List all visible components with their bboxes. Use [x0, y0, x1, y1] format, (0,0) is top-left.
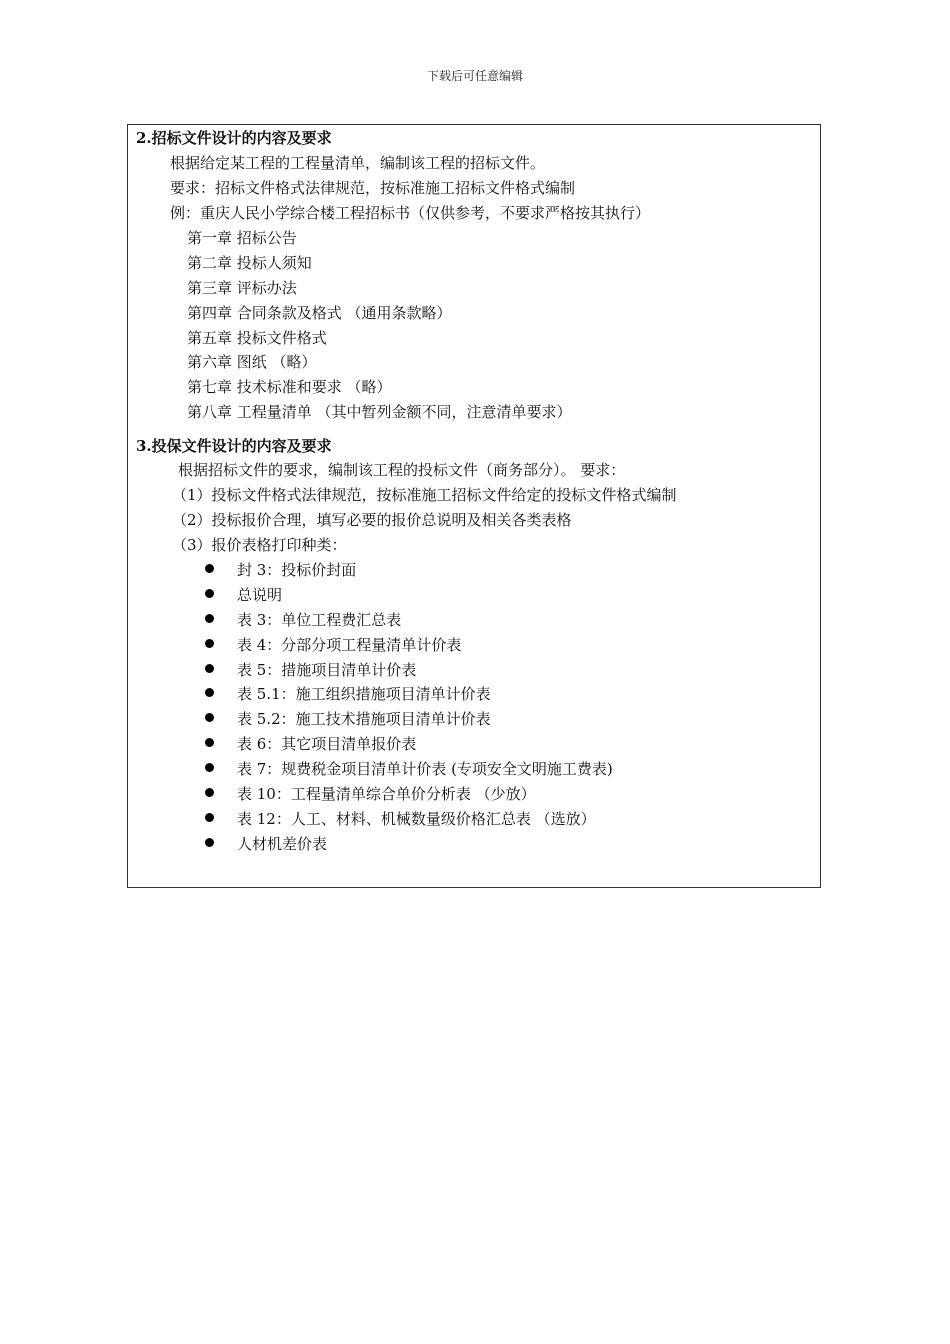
- print-item: 表 10：工程量清单综合单价分析表 （少放）: [237, 785, 536, 803]
- section3-intro: 根据招标文件的要求，编制该工程的投标文件（商务部分）。 要求：: [178, 461, 626, 479]
- bullet-dot-icon: [205, 813, 214, 822]
- bullet-dot-icon: [205, 713, 214, 722]
- section2-para1: 根据给定某工程的工程量清单，编制该工程的招标文件。: [170, 154, 546, 172]
- print-item: 表 6：其它项目清单报价表: [237, 735, 417, 753]
- bullet-dot-icon: [205, 838, 214, 847]
- bullet-dot-icon: [205, 664, 214, 673]
- section2-title: 2.招标文件设计的内容及要求: [136, 129, 332, 147]
- requirement-item: （2）投标报价合理，填写必要的报价总说明及相关各类表格: [172, 511, 572, 529]
- chapter-item: 第二章 投标人须知: [187, 254, 312, 272]
- bullet-dot-icon: [205, 688, 214, 697]
- print-item: 人材机差价表: [237, 835, 328, 853]
- chapter-item: 第三章 评标办法: [187, 279, 297, 297]
- section2-para3: 例：重庆人民小学综合楼工程招标书（仅供参考，不要求严格按其执行）: [170, 204, 651, 222]
- bullet-dot-icon: [205, 738, 214, 747]
- print-item: 表 3：单位工程费汇总表: [237, 611, 402, 629]
- chapter-item: 第四章 合同条款及格式 （通用条款略）: [187, 304, 452, 322]
- bullet-dot-icon: [205, 639, 214, 648]
- chapter-item: 第五章 投标文件格式: [187, 329, 327, 347]
- print-item: 表 7：规费税金项目清单计价表 (专项安全文明施工费表): [237, 760, 613, 778]
- print-item: 总说明: [237, 586, 283, 604]
- section2-para2: 要求：招标文件格式法律规范，按标准施工招标文件格式编制: [170, 179, 576, 197]
- page-header-note: 下载后可任意编辑: [426, 69, 523, 83]
- chapter-item: 第六章 图纸 （略）: [187, 353, 317, 371]
- chapter-item: 第七章 技术标准和要求 （略）: [187, 378, 392, 396]
- print-item: 表 5：措施项目清单计价表: [237, 661, 417, 679]
- section3-title: 3.投保文件设计的内容及要求: [136, 437, 332, 455]
- print-item: 封 3：投标价封面: [237, 561, 357, 579]
- bullet-dot-icon: [205, 564, 214, 573]
- requirement-item: （3）报价表格打印种类：: [172, 536, 347, 554]
- chapter-item: 第八章 工程量清单 （其中暂列金额不同，注意清单要求）: [187, 403, 572, 421]
- bullet-dot-icon: [205, 763, 214, 772]
- chapter-item: 第一章 招标公告: [187, 229, 297, 247]
- print-item: 表 5.1：施工组织措施项目清单计价表: [237, 685, 491, 703]
- bullet-dot-icon: [205, 788, 214, 797]
- bullet-dot-icon: [205, 614, 214, 623]
- bullet-dot-icon: [205, 589, 214, 598]
- print-item: 表 5.2：施工技术措施项目清单计价表: [237, 710, 491, 728]
- print-item: 表 4：分部分项工程量清单计价表: [237, 636, 462, 654]
- requirement-item: （1）投标文件格式法律规范，按标准施工招标文件给定的投标文件格式编制: [172, 486, 677, 504]
- print-item: 表 12：人工、材料、机械数量级价格汇总表 （选放）: [237, 810, 596, 828]
